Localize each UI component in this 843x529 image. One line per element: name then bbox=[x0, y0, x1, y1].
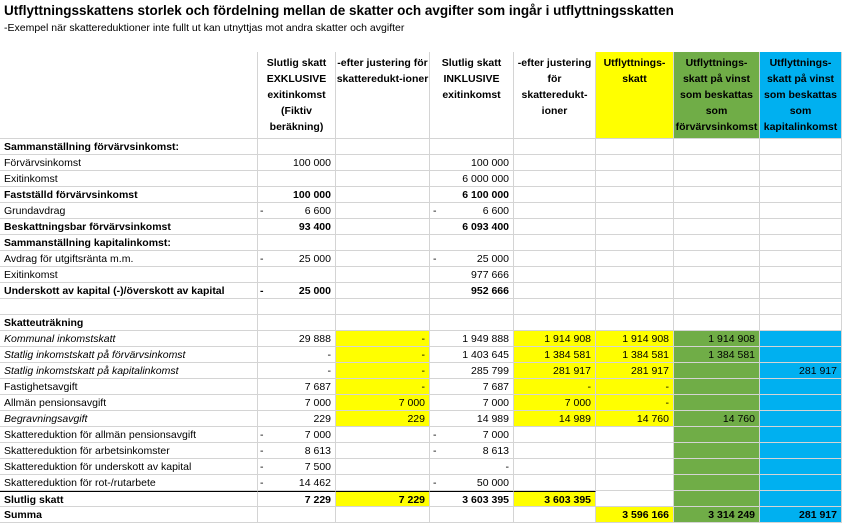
row-label[interactable]: Slutlig skatt bbox=[0, 491, 258, 507]
cell-c6[interactable] bbox=[674, 443, 760, 459]
cell-c4[interactable]: 7 000 bbox=[514, 395, 596, 411]
cell-c6[interactable] bbox=[674, 459, 760, 475]
cell-c6[interactable] bbox=[674, 283, 760, 299]
cell-c4[interactable] bbox=[514, 235, 596, 251]
minus-marker: - bbox=[433, 445, 437, 457]
cell-c6[interactable]: 3 314 249 bbox=[674, 507, 760, 523]
cell-c2[interactable] bbox=[336, 187, 430, 203]
cell-c3[interactable]: 50 000 bbox=[430, 475, 514, 491]
cell-c4[interactable]: 1 914 908 bbox=[514, 331, 596, 347]
cell-c5[interactable] bbox=[596, 187, 674, 203]
cell-c5[interactable] bbox=[596, 267, 674, 283]
cell-c7[interactable] bbox=[760, 203, 842, 219]
cell-c7[interactable] bbox=[760, 331, 842, 347]
row-label[interactable]: Underskott av kapital (-)/överskott av kapital bbox=[0, 283, 258, 299]
cell-c1[interactable]: 229 bbox=[258, 411, 336, 427]
cell-c1[interactable]: 6 600 bbox=[258, 203, 336, 219]
cell-c3[interactable]: 6 093 400 bbox=[430, 219, 514, 235]
column-header-c3[interactable]: Slutlig skatt INKLUSIVE exitinkomst bbox=[430, 52, 514, 139]
cell-c1[interactable]: - bbox=[258, 363, 336, 379]
cell-c3[interactable]: 1 949 888 bbox=[430, 331, 514, 347]
row-label[interactable]: Statlig inkomstskatt på kapitalinkomst bbox=[0, 363, 258, 379]
cell-c5[interactable]: - bbox=[596, 379, 674, 395]
column-header-c7[interactable]: Utflyttnings-skatt på vinst som beskattas som kapitalinkomst bbox=[760, 52, 842, 139]
row-label[interactable]: Beskattningsbar förvärvsinkomst bbox=[0, 219, 258, 235]
minus-marker: - bbox=[260, 285, 264, 297]
column-header-c4[interactable]: -efter justering för skatteredukt-ioner bbox=[514, 52, 596, 139]
cell-c7[interactable] bbox=[760, 235, 842, 251]
header-blank bbox=[0, 52, 258, 139]
cell-c1[interactable]: 7 229 bbox=[258, 491, 336, 507]
cell-c5[interactable] bbox=[596, 203, 674, 219]
cell-c4[interactable]: 281 917 bbox=[514, 363, 596, 379]
cell-c6[interactable] bbox=[674, 315, 760, 331]
minus-marker: - bbox=[260, 461, 264, 473]
cell-c3[interactable]: 285 799 bbox=[430, 363, 514, 379]
cell-c2[interactable] bbox=[336, 427, 430, 443]
minus-marker: - bbox=[433, 205, 437, 217]
cell-c6[interactable] bbox=[674, 267, 760, 283]
minus-marker: - bbox=[433, 253, 437, 265]
minus-marker: - bbox=[260, 429, 264, 441]
cell-c1[interactable]: 8 613 bbox=[258, 443, 336, 459]
minus-marker: - bbox=[433, 477, 437, 489]
cell-c7[interactable]: 281 917 bbox=[760, 363, 842, 379]
cell-c3[interactable] bbox=[430, 315, 514, 331]
row-label[interactable]: Sammanställning kapitalinkomst: bbox=[0, 235, 258, 251]
cell-c2[interactable] bbox=[336, 235, 430, 251]
cell-c1[interactable]: 93 400 bbox=[258, 219, 336, 235]
cell-c1[interactable]: 100 000 bbox=[258, 187, 336, 203]
cell-c4[interactable] bbox=[514, 251, 596, 267]
cell-c6[interactable]: 1 914 908 bbox=[674, 331, 760, 347]
cell-c5[interactable] bbox=[596, 251, 674, 267]
cell-c3[interactable] bbox=[430, 139, 514, 155]
cell-c6[interactable] bbox=[674, 363, 760, 379]
row-label[interactable]: Fastighetsavgift bbox=[0, 379, 258, 395]
cell-c6[interactable] bbox=[674, 475, 760, 491]
row-label[interactable]: Summa bbox=[0, 507, 258, 523]
cell-c3[interactable] bbox=[430, 507, 514, 523]
cell-c4[interactable] bbox=[514, 219, 596, 235]
cell-c5[interactable] bbox=[596, 283, 674, 299]
cell-c7[interactable] bbox=[760, 283, 842, 299]
cell-c1[interactable] bbox=[258, 315, 336, 331]
cell-c6[interactable] bbox=[674, 251, 760, 267]
minus-marker: - bbox=[260, 477, 264, 489]
cell-c3[interactable]: 6 000 000 bbox=[430, 171, 514, 187]
cell-c6[interactable] bbox=[674, 235, 760, 251]
cell-c3[interactable] bbox=[430, 235, 514, 251]
minus-marker: - bbox=[260, 445, 264, 457]
column-header-c2[interactable]: -efter justering för skatteredukt-ioner bbox=[336, 52, 430, 139]
cell-c2[interactable]: - bbox=[336, 379, 430, 395]
cell-c7[interactable] bbox=[760, 219, 842, 235]
cell-c5[interactable] bbox=[596, 235, 674, 251]
cell-c7[interactable] bbox=[760, 427, 842, 443]
sheet-subtitle: -Exempel när skattereduktioner inte fullt ut kan utnyttjas mot andra skatter och avgifter bbox=[4, 22, 405, 34]
cell-c3[interactable]: 952 666 bbox=[430, 283, 514, 299]
cell-c5[interactable]: 281 917 bbox=[596, 363, 674, 379]
row-label[interactable]: Avdrag för utgiftsränta m.m. bbox=[0, 251, 258, 267]
cell-c1[interactable]: 7 687 bbox=[258, 379, 336, 395]
cell-c6[interactable] bbox=[674, 395, 760, 411]
cell-c4[interactable] bbox=[514, 315, 596, 331]
cell-c2[interactable] bbox=[336, 267, 430, 283]
cell-c4[interactable] bbox=[514, 475, 596, 491]
row-label[interactable]: Fastställd förvärvsinkomst bbox=[0, 187, 258, 203]
cell-c1[interactable]: 7 000 bbox=[258, 427, 336, 443]
cell-c6[interactable] bbox=[674, 187, 760, 203]
cell-c4[interactable]: 3 603 395 bbox=[514, 491, 596, 507]
cell-c4[interactable] bbox=[514, 427, 596, 443]
cell-c2[interactable] bbox=[336, 283, 430, 299]
cell-c6[interactable] bbox=[674, 203, 760, 219]
cell-c3[interactable]: 6 100 000 bbox=[430, 187, 514, 203]
cell-c2[interactable] bbox=[336, 139, 430, 155]
cell-c4[interactable]: - bbox=[514, 379, 596, 395]
cell-c1[interactable]: 100 000 bbox=[258, 155, 336, 171]
minus-marker: - bbox=[433, 429, 437, 441]
row-label[interactable]: Allmän pensionsavgift bbox=[0, 395, 258, 411]
cell-c2[interactable] bbox=[336, 203, 430, 219]
cell-c4[interactable] bbox=[514, 139, 596, 155]
cell-c2[interactable]: 7 229 bbox=[336, 491, 430, 507]
cell-c3[interactable]: - bbox=[430, 459, 514, 475]
cell-c2[interactable] bbox=[336, 171, 430, 187]
cell-c3[interactable]: 100 000 bbox=[430, 155, 514, 171]
cell-c7[interactable] bbox=[760, 459, 842, 475]
cell-c1[interactable] bbox=[258, 171, 336, 187]
cell-c7[interactable] bbox=[760, 347, 842, 363]
cell-c1[interactable]: 14 462 bbox=[258, 475, 336, 491]
cell-c6[interactable] bbox=[674, 379, 760, 395]
cell-c4[interactable] bbox=[514, 507, 596, 523]
cell-c4[interactable] bbox=[514, 283, 596, 299]
cell-c4[interactable] bbox=[514, 203, 596, 219]
cell-c5[interactable] bbox=[596, 299, 674, 315]
cell-c4[interactable] bbox=[514, 459, 596, 475]
cell-c1[interactable]: 7 000 bbox=[258, 395, 336, 411]
cell-c1[interactable]: - bbox=[258, 347, 336, 363]
row-label[interactable]: Skatteuträkning bbox=[0, 315, 258, 331]
cell-c2[interactable]: 7 000 bbox=[336, 395, 430, 411]
row-label[interactable]: Grundavdrag bbox=[0, 203, 258, 219]
cell-c5[interactable]: 14 760 bbox=[596, 411, 674, 427]
cell-c3[interactable]: 1 403 645 bbox=[430, 347, 514, 363]
cell-c2[interactable] bbox=[336, 475, 430, 491]
cell-c7[interactable] bbox=[760, 187, 842, 203]
cell-c5[interactable]: 1 914 908 bbox=[596, 331, 674, 347]
cell-c5[interactable] bbox=[596, 427, 674, 443]
cell-c5[interactable] bbox=[596, 219, 674, 235]
cell-c2[interactable]: - bbox=[336, 363, 430, 379]
cell-c7[interactable] bbox=[760, 315, 842, 331]
cell-c7[interactable] bbox=[760, 395, 842, 411]
cell-c4[interactable] bbox=[514, 443, 596, 459]
row-label[interactable]: Skattereduktion för underskott av kapital bbox=[0, 459, 258, 475]
cell-c5[interactable]: 1 384 581 bbox=[596, 347, 674, 363]
cell-c2[interactable]: - bbox=[336, 347, 430, 363]
cell-c4[interactable] bbox=[514, 155, 596, 171]
cell-c3[interactable]: 3 603 395 bbox=[430, 491, 514, 507]
cell-c3[interactable]: 6 600 bbox=[430, 203, 514, 219]
row-label[interactable]: Sammanställning förvärvsinkomst: bbox=[0, 139, 258, 155]
cell-c7[interactable] bbox=[760, 491, 842, 507]
cell-c7[interactable] bbox=[760, 267, 842, 283]
cell-c1[interactable] bbox=[258, 507, 336, 523]
row-label[interactable] bbox=[0, 299, 258, 315]
cell-c3[interactable]: 8 613 bbox=[430, 443, 514, 459]
cell-c7[interactable] bbox=[760, 171, 842, 187]
cell-c2[interactable] bbox=[336, 299, 430, 315]
cell-c5[interactable] bbox=[596, 491, 674, 507]
cell-c5[interactable] bbox=[596, 475, 674, 491]
cell-c6[interactable] bbox=[674, 491, 760, 507]
row-label[interactable]: Exitinkomst bbox=[0, 267, 258, 283]
cell-c1[interactable]: 25 000 bbox=[258, 283, 336, 299]
cell-c5[interactable] bbox=[596, 171, 674, 187]
cell-c5[interactable] bbox=[596, 443, 674, 459]
row-label[interactable]: Kommunal inkomstskatt bbox=[0, 331, 258, 347]
cell-c6[interactable] bbox=[674, 219, 760, 235]
row-label[interactable]: Exitinkomst bbox=[0, 171, 258, 187]
cell-c1[interactable] bbox=[258, 267, 336, 283]
cell-c2[interactable] bbox=[336, 155, 430, 171]
cell-c5[interactable] bbox=[596, 139, 674, 155]
cell-c2[interactable] bbox=[336, 507, 430, 523]
cell-c3[interactable]: 7 000 bbox=[430, 427, 514, 443]
cell-c6[interactable]: 14 760 bbox=[674, 411, 760, 427]
cell-c4[interactable] bbox=[514, 171, 596, 187]
cell-c6[interactable] bbox=[674, 171, 760, 187]
cell-c7[interactable] bbox=[760, 443, 842, 459]
cell-c3[interactable]: 977 666 bbox=[430, 267, 514, 283]
cell-c5[interactable]: - bbox=[596, 395, 674, 411]
cell-c3[interactable]: 7 000 bbox=[430, 395, 514, 411]
row-label[interactable]: Skattereduktion för allmän pensionsavgift bbox=[0, 427, 258, 443]
column-header-c6[interactable]: Utflyttnings-skatt på vinst som beskattas som förvärvsinkomst bbox=[674, 52, 760, 139]
cell-c2[interactable] bbox=[336, 443, 430, 459]
row-label[interactable]: Skattereduktion för arbetsinkomster bbox=[0, 443, 258, 459]
cell-c1[interactable]: 29 888 bbox=[258, 331, 336, 347]
minus-marker: - bbox=[260, 205, 264, 217]
cell-c3[interactable] bbox=[430, 299, 514, 315]
cell-c2[interactable]: 229 bbox=[336, 411, 430, 427]
cell-c2[interactable]: - bbox=[336, 331, 430, 347]
cell-c7[interactable] bbox=[760, 139, 842, 155]
cell-c7[interactable] bbox=[760, 379, 842, 395]
cell-c7[interactable] bbox=[760, 299, 842, 315]
cell-c1[interactable] bbox=[258, 235, 336, 251]
cell-c5[interactable] bbox=[596, 459, 674, 475]
cell-c1[interactable] bbox=[258, 299, 336, 315]
cell-c2[interactable] bbox=[336, 315, 430, 331]
cell-c6[interactable] bbox=[674, 427, 760, 443]
row-label[interactable]: Begravningsavgift bbox=[0, 411, 258, 427]
cell-c4[interactable] bbox=[514, 299, 596, 315]
cell-c5[interactable] bbox=[596, 155, 674, 171]
minus-marker: - bbox=[260, 253, 264, 265]
cell-c7[interactable] bbox=[760, 251, 842, 267]
cell-c4[interactable] bbox=[514, 187, 596, 203]
cell-c2[interactable] bbox=[336, 251, 430, 267]
cell-c1[interactable] bbox=[258, 139, 336, 155]
cell-c6[interactable] bbox=[674, 139, 760, 155]
column-header-c5[interactable]: Utflyttnings-skatt bbox=[596, 52, 674, 139]
cell-c4[interactable]: 14 989 bbox=[514, 411, 596, 427]
cell-c6[interactable]: 1 384 581 bbox=[674, 347, 760, 363]
cell-c3[interactable]: 14 989 bbox=[430, 411, 514, 427]
sheet-title: Utflyttningsskattens storlek och fördelning mellan de skatter och avgifter som ingår i utflyttningsskatten bbox=[4, 3, 674, 18]
cell-c7[interactable] bbox=[760, 411, 842, 427]
cell-c2[interactable] bbox=[336, 219, 430, 235]
cell-c7[interactable] bbox=[760, 475, 842, 491]
row-label[interactable]: Statlig inkomstskatt på förvärvsinkomst bbox=[0, 347, 258, 363]
row-label[interactable]: Förvärvsinkomst bbox=[0, 155, 258, 171]
cell-c5[interactable] bbox=[596, 315, 674, 331]
cell-c6[interactable] bbox=[674, 299, 760, 315]
cell-c3[interactable]: 7 687 bbox=[430, 379, 514, 395]
cell-c3[interactable]: 25 000 bbox=[430, 251, 514, 267]
cell-c1[interactable]: 25 000 bbox=[258, 251, 336, 267]
cell-c6[interactable] bbox=[674, 155, 760, 171]
cell-c4[interactable] bbox=[514, 267, 596, 283]
column-header-c1[interactable]: Slutlig skatt EXKLUSIVE exitinkomst (Fiktiv beräkning) bbox=[258, 52, 336, 139]
row-label[interactable]: Skattereduktion för rot-/rutarbete bbox=[0, 475, 258, 491]
cell-c7[interactable] bbox=[760, 155, 842, 171]
cell-c7[interactable]: 281 917 bbox=[760, 507, 842, 523]
cell-c4[interactable]: 1 384 581 bbox=[514, 347, 596, 363]
cell-c2[interactable] bbox=[336, 459, 430, 475]
cell-c1[interactable]: 7 500 bbox=[258, 459, 336, 475]
cell-c5[interactable]: 3 596 166 bbox=[596, 507, 674, 523]
